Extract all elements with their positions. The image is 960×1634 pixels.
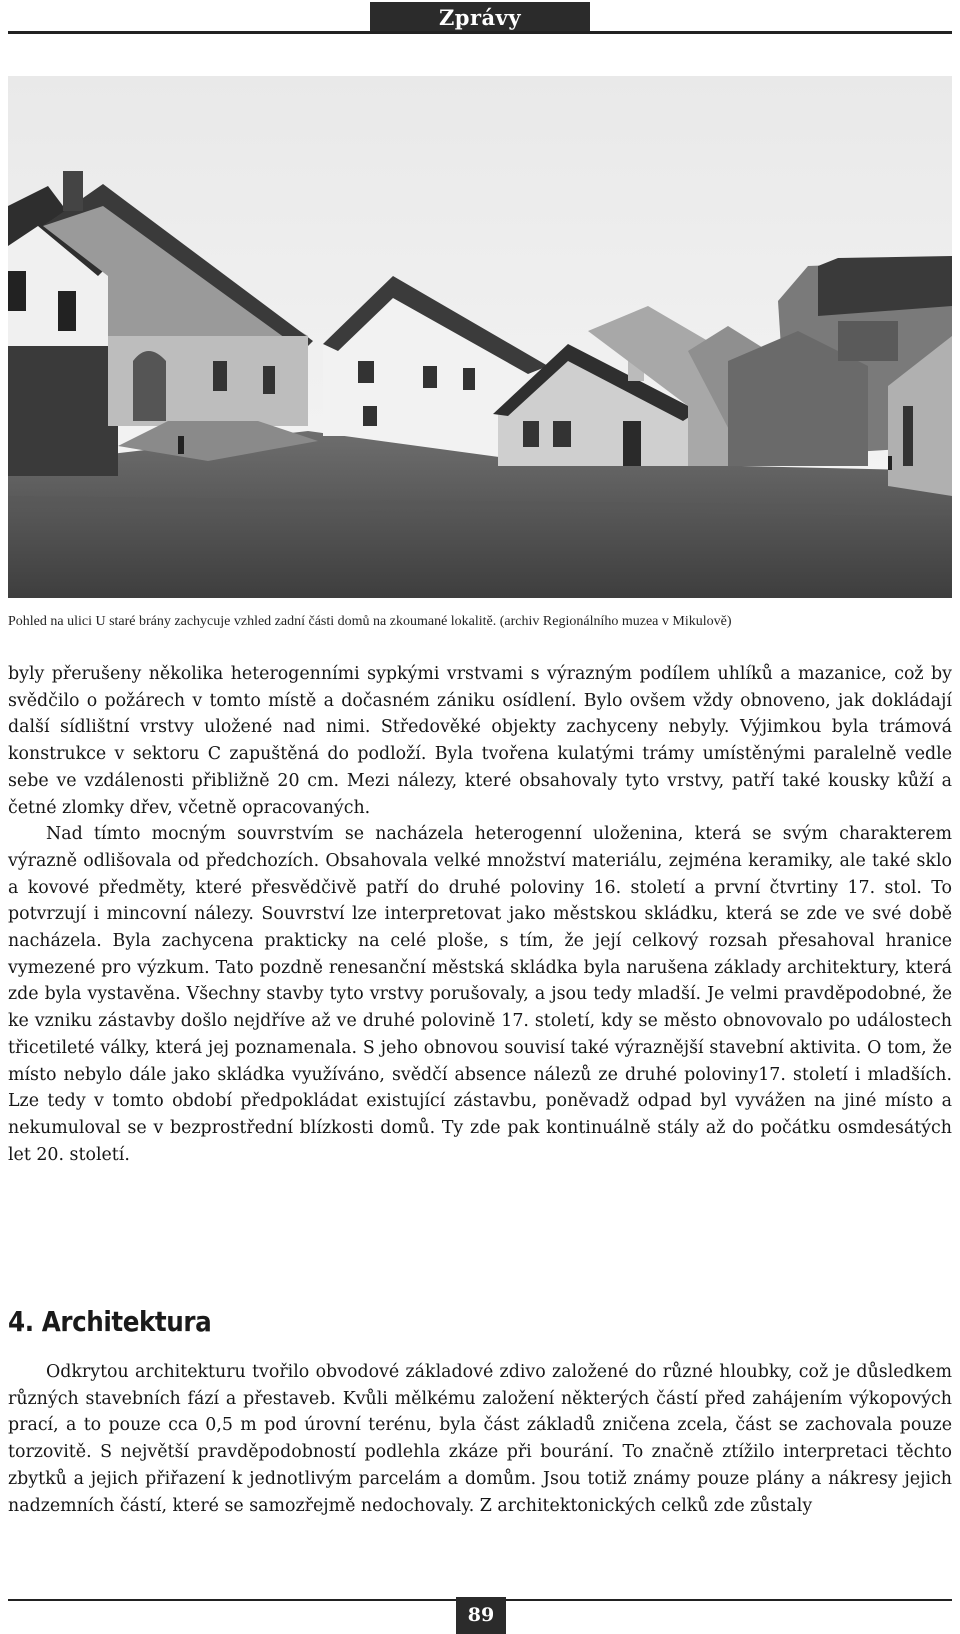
- section-heading: 4. Architektura: [8, 1305, 212, 1338]
- body-text-lower: [8, 1359, 952, 1519]
- body-text-upper: [8, 661, 952, 1168]
- body-paragraph: Nad tímto mocným souvrstvím se nacházela heterogenní uloženina, která se svým charakterem výrazně odlišovala od předchozích. Obsahovala velké množství materiálu, zejména keramiky, ale také sklo a kovové předměty, které přesvědčivě patří do druhé poloviny 16. století a první čtvrtiny 17. stol. To potvrzují i mincovní nálezy. Souvrství lze interpretovat jako městskou skládku, která se zde ve své době nacházela. Byla zachycena prakticky na celé ploše, s tím, že její celkový rozsah přesahoval hranice vymezené pro výzkum. Tato pozdně renesanční městská skládka byla narušena základy architektury, která zde byla vystavěna. Všechny stavby tyto vrstvy porušovaly, a jsou tedy mladší. Je velmi pravděpodobné, že ke vzniku zástavby došlo nejdříve až ve druhé polovině 17. století, kdy se město obnovovalo po událostech třicetileté války, která jej poznamenala. S jeho obnovou souvisí také výraznější stavební aktivita. O tom, že místo nebylo dále jako skládka využíváno, svědčí absence nálezů ze druhé poloviny17. století i mladších. Lze tedy v tomto období předpokládat existující zástavbu, poněvadž odpad byl vyvážen na jiné místo a nekumuloval se v bezprostřední blízkosti domů. Ty zde pak kontinuálně stály až do počátku osmdesátých let 20. století.: [8, 824, 952, 1165]
- historical-street-photo: [8, 76, 952, 598]
- page-number: 89: [456, 1597, 506, 1634]
- body-paragraph: byly přerušeny několika heterogenními sypkými vrstvami s výrazným podílem uhlíků a mazanice, což by svědčilo o požárech v tomto místě a dočasném zániku osídlení. Bylo ovšem vždy obnoveno, jak dokládají další sídlištní vrstvy uložené nad nimi. Středověké objekty zachyceny nebyly. Výjimkou byla trámová konstrukce v sektoru C zapuštěná do podloží. Byla tvořena kulatými trámy umístěnými paralelně vedle sebe ve vzdálenosti přibližně 20 cm. Mezi nálezy, které obsahovaly tyto vrstvy, patří také kousky kůží a četné zlomky dřev, včetně opracovaných.: [8, 664, 952, 818]
- running-header-section-title: Zprávy: [370, 2, 590, 33]
- body-paragraph: Odkrytou architekturu tvořilo obvodové základové zdivo založené do různé hloubky, což je důsledkem různých stavebních fází a přestaveb. Kvůli mělkému založení některých částí před zahájením výkopových prací, a to pouze cca 0,5 m pod úrovní terénu, byla část základů zničena zcela, část se zachovala pouze torzovitě. S největší pravděpodobností podlehla zkáze při bourání. To značně ztížilo interpretaci těchto zbytků a jejich přiřazení k jednotlivým parcelám a domům. Jsou totiž známy pouze plány a nákresy jejich nadzemních částí, které se samozřejmě nedochovaly. Z architektonických celků zde zůstaly: [8, 1362, 952, 1516]
- figure-caption: Pohled na ulici U staré brány zachycuje vzhled zadní části domů na zkoumané lokalitě. (archiv Regionálního muzea v Mikulově): [8, 614, 732, 629]
- header-rule: [8, 31, 952, 34]
